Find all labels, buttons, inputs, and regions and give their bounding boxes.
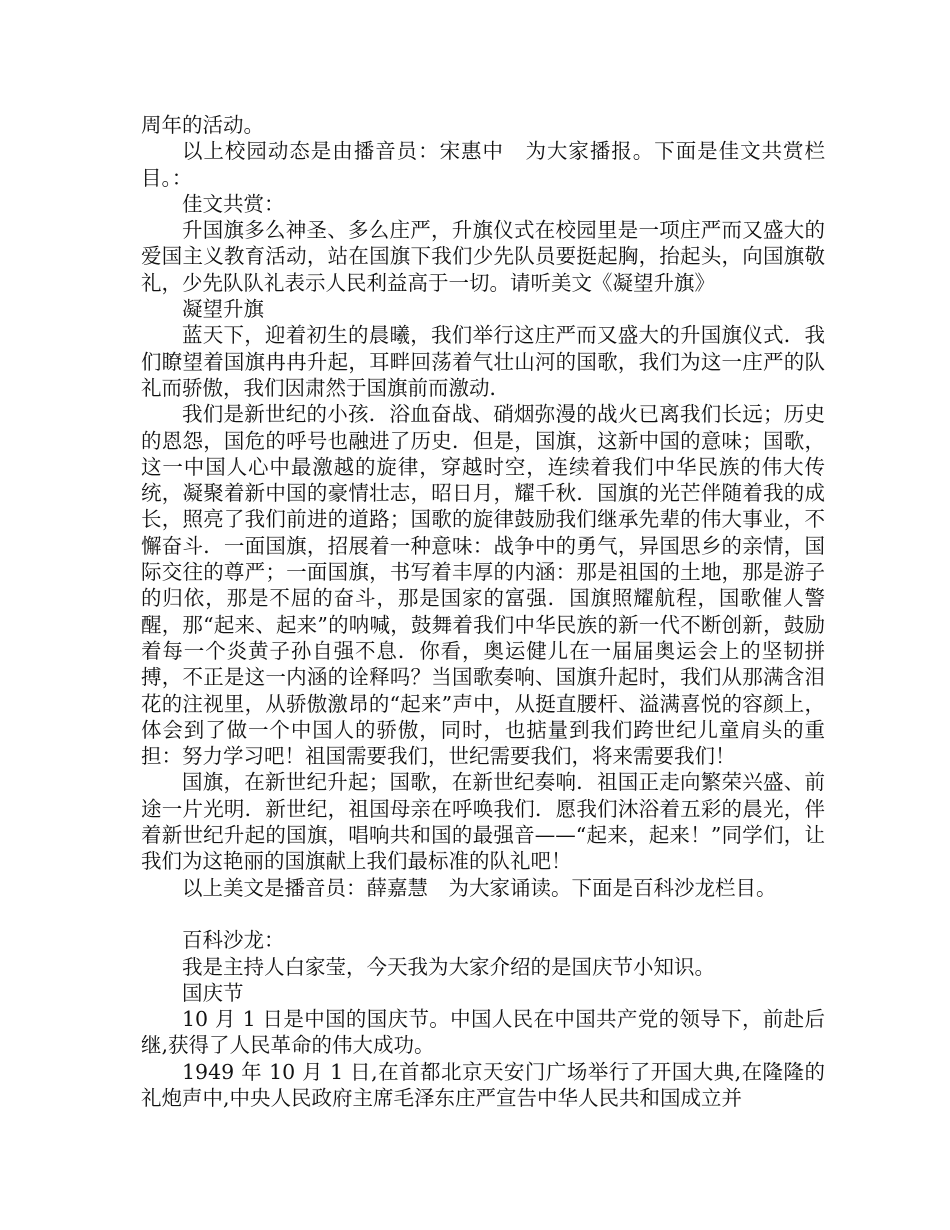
subheading-national-day: 国庆节 bbox=[182, 980, 244, 1005]
essay-title: 凝望升旗 bbox=[182, 297, 264, 322]
blank-line bbox=[141, 901, 825, 927]
paragraph-essay-body-3: 国旗，在新世纪升起；国歌，在新世纪奏响．祖国正走向繁荣兴盛、前途一片光明．新世纪，祖国母亲在呼唤我们．愿我们沐浴着五彩的晨光，伴着新世纪升起的国旗，唱响共和国的最强音——“起来，起来！”同学们，让我们为这艳丽的国旗献上我们最标准的队礼吧！ bbox=[141, 770, 825, 874]
section-heading-essay: 佳文共赏： bbox=[182, 191, 285, 216]
paragraph-essay-intro: 升国旗多么神圣、多么庄严，升旗仪式在校园里是一项庄严而又盛大的爱国主义教育活动，站在国旗下我们少先队员要挺起胸，抬起头，向国旗敬礼，少先队队礼表示人民利益高于一切。请听美文《凝望升旗》 bbox=[141, 218, 825, 295]
paragraph-continuation: 周年的活动。 bbox=[141, 113, 264, 137]
document-page bbox=[141, 112, 825, 1111]
paragraph-host-intro: 我是主持人白家莹，今天我为大家介绍的是国庆节小知识。 bbox=[182, 954, 715, 979]
paragraph-national-day-2: 1949 年 10 月 1 日,在首都北京天安门广场举行了开国大典,在隆隆的礼炮声中,中央人民政府主席毛泽东庄严宣告中华人民共和国成立并 bbox=[141, 1059, 825, 1110]
paragraph-essay-body-1: 蓝天下，迎着初生的晨曦，我们举行这庄严而又盛大的升国旗仪式．我们瞭望着国旗冉冉升起，耳畔回荡着气壮山河的国歌，我们为这一庄严的队礼而骄傲，我们因肃然于国旗前而激动． bbox=[141, 323, 825, 400]
paragraph-campus-news-outro: 以上校园动态是由播音员：宋惠中 为大家播报。下面是佳文共赏栏目。： bbox=[141, 139, 825, 190]
paragraph-essay-outro: 以上美文是播音员：薛嘉慧 为大家诵读。下面是百科沙龙栏目。 bbox=[182, 875, 777, 900]
paragraph-essay-body-2: 我们是新世纪的小孩．浴血奋战、硝烟弥漫的战火已离我们长远；历史的恩怨，国危的呼号也融进了历史．但是，国旗，这新中国的意味；国歌，这一中国人心中最激越的旋律，穿越时空，连续着我们中华民族的伟大传统，凝聚着新中国的豪情壮志，昭日月，耀千秋．国旗的光芒伴随着我的成长，照亮了我们前进的道路；国歌的旋律鼓励我们继承先辈的伟大事业，不懈奋斗．一面国旗，招展着一种意味：战争中的勇气，异国思乡的亲情，国际交往的尊严；一面国旗，书写着丰厚的内涵：那是祖国的土地，那是游子的归依，那是不屈的奋斗，那是国家的富强．国旗照耀航程，国歌催人警醒，那“起来、起来”的呐喊，鼓舞着我们中华民族的新一代不断创新，鼓励着每一个炎黄子孙自强不息．你看，奥运健儿在一届届奥运会上的坚韧拼搏，不正是这一内涵的诠释吗？当国歌奏响、国旗升起时，我们从那满含泪花的注视里，从骄傲激昂的“起来”声中，从挺直腰杆、溢满喜悦的容颜上，体会到了做一个中国人的骄傲，同时，也掂量到我们跨世纪儿童肩头的重担：努力学习吧！祖国需要我们，世纪需要我们，将来需要我们！ bbox=[141, 402, 825, 769]
section-heading-encyclopedia: 百科沙龙： bbox=[182, 928, 285, 953]
paragraph-national-day-1: 10 月 1 日是中国的国庆节。中国人民在中国共产党的领导下，前赴后继,获得了人民革命的伟大成功。 bbox=[141, 1007, 825, 1058]
